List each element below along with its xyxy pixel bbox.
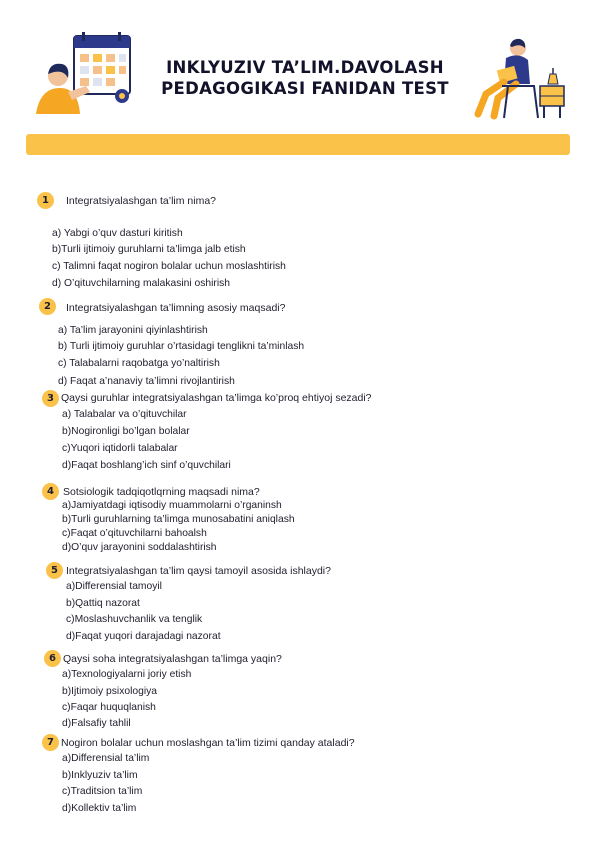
answer-option: a)Differensial ta’lim [62,753,150,764]
answer-option: d)Kollektiv ta’lim [62,803,137,814]
question-text: Qaysi guruhlar integratsiyalashgan ta’limga ko’proq ehtiyoj sezadi? [61,392,372,404]
answer-option: c) Talabalarni raqobatga yo’naltirish [58,358,220,369]
answer-option: d)Faqat yuqori darajadagi nazorat [66,631,221,642]
answer-option: c) Talimni faqat nogiron bolalar uchun moslashtirish [52,261,286,272]
answer-option: c)Moslashuvchanlik va tenglik [66,614,203,625]
answer-option: d) Faqat a’nanaviy ta’limni rivojlantirish [58,376,235,387]
question-number-badge: 5 [46,562,63,579]
answer-option: a)Jamiyatdagi iqtisodiy muammolarni o’rganinsh [62,500,282,511]
title-line-2: PEDAGOGIKASI FANIDAN TEST [161,79,449,98]
answer-option: b)Qattiq nazorat [66,598,140,609]
question-number-badge: 6 [44,650,61,667]
answer-option: c)Yuqori iqtidorli talabalar [62,443,178,454]
question-number-badge: 4 [42,483,59,500]
title-line-1: INKLYUZIV TA’LIM.DAVOLASH [166,58,444,77]
answer-option: b)Turli ijtimoiy guruhlarni ta’limga jalb etish [52,244,246,255]
answer-option: b)Nogironligi bo’lgan bolalar [62,426,190,437]
question-number-badge: 2 [39,298,56,315]
answer-option: b)Ijtimoiy psixologiya [62,686,157,697]
answer-option: a) Yabgi o’quv dasturi kiritish [52,228,183,239]
page-title [140,57,470,99]
answer-option: b) Turli ijtimoiy guruhlar o’rtasidagi tenglikni ta’minlash [58,341,305,352]
answer-option: d) O’qituvchilarning malakasini oshirish [52,278,230,289]
answer-option: a)Differensial tamoyil [66,581,162,592]
question-text: Integratsiyalashgan ta’lim nima? [66,195,216,207]
answer-option: a)Texnologiyalarni joriy etish [62,669,192,680]
question-number-badge: 1 [37,192,54,209]
question-text: Qaysi soha integratsiyalashgan ta’limga yaqin? [63,653,282,665]
answer-option: d)O’quv jarayonini soddalashtirish [62,542,217,553]
calendar-person-illustration [34,30,134,122]
answer-option: b)Turli guruhlarning ta’limga munosabatini aniqlash [62,514,295,525]
page-header [0,0,596,130]
answer-option: c)Faqat o’qituvchilarni bahoalsh [62,528,207,539]
question-text: Sotsiologik tadqiqotlqrning maqsadi nima? [63,486,260,498]
reading-person-illustration [468,38,568,120]
question-text: Nogiron bolalar uchun moslashgan ta’lim tizimi qanday ataladi? [61,737,355,749]
answer-option: c)Traditsion ta’lim [62,786,143,797]
answer-option: d)Falsafiy tahlil [62,718,131,729]
question-number-badge: 3 [42,390,59,407]
answer-option: a) Talabalar va o’qituvchilar [62,409,187,420]
question-number-badge: 7 [42,734,59,751]
question-text: Integratsiyalashgan ta’limning asosiy maqsadi? [66,302,286,314]
answer-option: b)Inklyuziv ta’lim [62,770,138,781]
header-bar [26,134,570,155]
answer-option: a) Ta’lim jarayonini qiyinlashtirish [58,325,208,336]
question-text: Integratsiyalashgan ta’lim qaysi tamoyil asosida ishlaydi? [66,565,331,577]
answer-option: d)Faqat boshlang’ich sinf o’quvchilari [62,460,231,471]
answer-option: c)Faqar huquqlanish [62,702,156,713]
